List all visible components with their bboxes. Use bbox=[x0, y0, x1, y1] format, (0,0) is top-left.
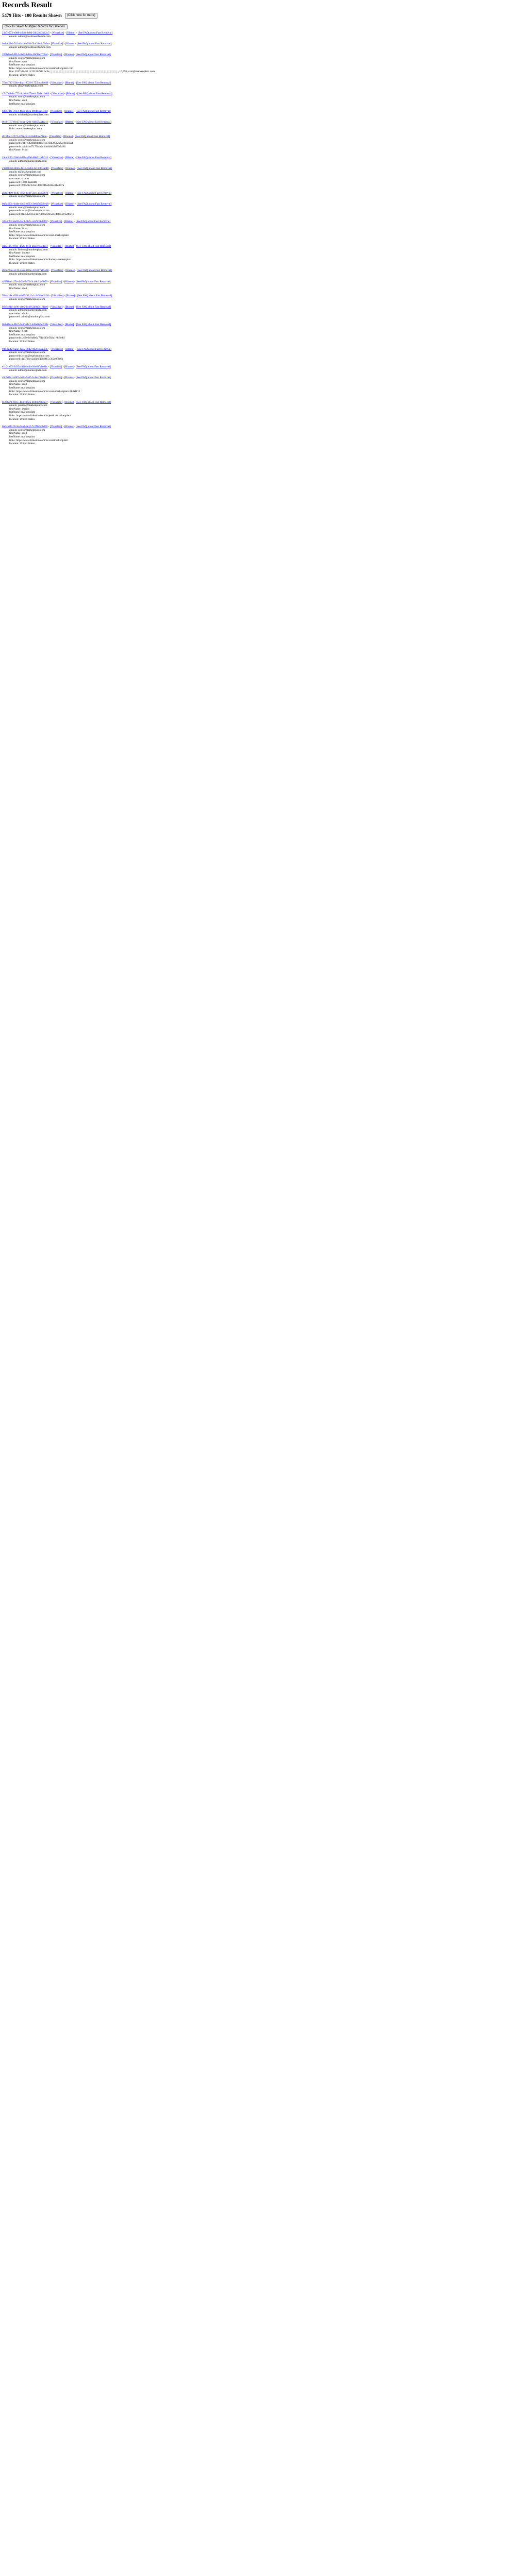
visualize-link[interactable]: [Visualize] bbox=[51, 269, 63, 273]
record-header: 0a8a4d3c-6d4e-4bd5-8f63-3e6a7d5c0e18 - [Visualize] - [Blame] - [See FAQ about Fast Removal] bbox=[2, 202, 112, 206]
record-item bbox=[2, 294, 526, 301]
visualize-link[interactable]: [Visualize] bbox=[50, 365, 62, 368]
record-field: firstName: scott bbox=[9, 286, 27, 290]
record-id-link[interactable]: 206b2ecd-6f14-4bd3-b48a-1bf98ef7f3ed bbox=[2, 53, 48, 57]
record-field: emails: ti@markenplatz.com bbox=[9, 170, 42, 174]
visualize-link[interactable]: [Visualize] bbox=[49, 135, 61, 139]
record-field: location: United States bbox=[9, 237, 35, 241]
record-header: b6b5c4fd-4e96-48e2-8cb8-2d9a3f1fd4c6 - [Visualize] - [Blame] - [See FAQ about Fast Removal] bbox=[2, 305, 111, 309]
blame-link[interactable]: [Blame] bbox=[64, 425, 74, 429]
records-list bbox=[2, 31, 526, 446]
blame-link[interactable]: [Blame] bbox=[64, 280, 74, 283]
record-field: location: United States bbox=[9, 340, 35, 343]
record-id-link[interactable]: e1b2ce75-3d32-4a8f-bcdb-94ef8fb1e81c bbox=[2, 365, 48, 368]
record-header: 94d3a0f2-6a4e-4aa5-80d2-9b2e75aa3e27 - [Visualize] - [Blame] - [See FAQ about Fast Removal] bbox=[2, 347, 112, 351]
record-field: emails: lindsey@markenplatz.com bbox=[9, 248, 48, 251]
record-header: 6d0f74fa-7633-40ab-a6ea-0b9f1aad4cbd - [Visualize] - [Blame] - [See FAQ about Fast Removal] bbox=[2, 110, 111, 113]
record-field: firstName: Scott bbox=[9, 148, 28, 152]
blame-link[interactable]: [Blame] bbox=[64, 244, 74, 248]
blame-link[interactable]: [Blame] bbox=[65, 156, 74, 160]
record-field: passwords: scott@markenplatz.com bbox=[9, 354, 50, 358]
record-field: links: https://www.linkedin.com/in/jessica-markenplatz bbox=[9, 414, 71, 418]
faq-link[interactable]: [See FAQ about Fast Removal] bbox=[76, 110, 111, 113]
record-field: emails: scott@markenplatz.com bbox=[9, 379, 45, 383]
record-header: c8c5d3a1-b0f2-4c8b-9a6f-2e1e4f52d4e2 - [Visualize] - [Blame] - [See FAQ about Fast Removal] bbox=[2, 376, 111, 380]
faq-link[interactable]: [See FAQ about Fast Removal] bbox=[75, 135, 110, 139]
record-id-link[interactable]: d1e3f4e3-0f11-4e2b-8b12-ab23cc3e4a11 bbox=[2, 244, 48, 248]
record-item bbox=[2, 306, 526, 319]
record-field: passwords: a3c01ed7175f4b2c3bc6a6d1b33b2a96 bbox=[9, 145, 65, 148]
record-item bbox=[2, 202, 526, 216]
faq-link[interactable]: [See FAQ about Fast Removal] bbox=[76, 191, 112, 195]
record-field: emails: scott@markenplatz.com bbox=[9, 56, 45, 60]
record-header: 3d34f2c2-6e69-4ac1-9b7c-a5c9c8b8cf0f - [Visualize] - [Blame] - [See FAQ about Fast Removal] bbox=[2, 220, 111, 224]
blame-link[interactable]: [Blame] bbox=[65, 121, 74, 124]
visualize-link[interactable]: [Visualize] bbox=[51, 347, 63, 351]
blame-link[interactable]: [Blame] bbox=[65, 294, 75, 298]
record-field: emails: michael@markenplatz.com bbox=[9, 113, 49, 116]
visualize-link[interactable]: [Visualize] bbox=[51, 294, 63, 298]
record-item bbox=[2, 280, 526, 291]
faq-link[interactable]: [See FAQ about Fast Removal] bbox=[76, 376, 111, 380]
record-field: emails: scott@markenplatz.com bbox=[9, 174, 45, 177]
record-field: emails: scott@markenplatz.com bbox=[9, 351, 45, 354]
faq-link[interactable]: [See FAQ about Fast Removal] bbox=[77, 92, 112, 95]
blame-link[interactable]: [Blame] bbox=[65, 202, 75, 206]
faq-link[interactable]: [See FAQ about Fast Removal] bbox=[76, 244, 111, 248]
record-field: location: United States bbox=[9, 261, 35, 265]
visualize-link[interactable]: [Visualize] bbox=[50, 323, 63, 326]
record-field: password: 3765b8c1cbe1d60c4fba0d14e3be3b7a bbox=[9, 184, 64, 188]
faq-link[interactable]: [See FAQ about Fast Removal] bbox=[77, 294, 112, 298]
record-id-link[interactable]: 94d3a0f2-6a4e-4aa5-80d2-9b2e75aa3e27 bbox=[2, 347, 48, 351]
record-id-link[interactable]: 0a8a4d3c-6d4e-4bd5-8f63-3e6a7d5c0e18 bbox=[2, 202, 49, 206]
record-header: 0a1ac21d-f31b-4a1a-a694-3bd21d3c3b2e - [Visualize] - [Blame] - [See FAQ about Fast Removal] bbox=[2, 42, 112, 46]
blame-link[interactable]: [Blame] bbox=[64, 305, 74, 309]
record-id-link[interactable]: d6cc2d4e-e141-4a5e-b04e-4c56b7a15e48 bbox=[2, 269, 49, 273]
select-multiple-button[interactable]: Click to Select Multiple Records for Deletion bbox=[2, 24, 68, 29]
faq-link[interactable]: [See FAQ about Fast Removal] bbox=[76, 121, 111, 124]
record-header: 4fd7ffed-1f7e-4a2b-9d72-3c46b13e3b59 - [Visualize] - [Blame] - [See FAQ about Fast Removal] bbox=[2, 280, 111, 283]
faq-link[interactable]: [See FAQ about Fast Removal] bbox=[77, 167, 112, 171]
visualize-link[interactable]: [Visualize] bbox=[51, 167, 63, 171]
record-field: emails: admin@tostitoseoforum.com bbox=[9, 45, 51, 49]
page-title: Records Result bbox=[2, 1, 53, 9]
record-field: line: 2017-02-20 12:05:30.982 bc3e;;;;;;;;;;;;;;;;;;;;;;;;;;;;;;;;;;;;;;;;;;;;;;;;;;;;;;;;;;;;;;;;;;;;;;;;;;;;;;;;;;;;;;;;,,,16,595,scott@markenplatz.com bbox=[9, 70, 155, 74]
visualize-link[interactable]: [Visualize] bbox=[50, 400, 62, 404]
record-field: emails: scott@markenplatz.com bbox=[9, 428, 45, 432]
record-header: ab4de419-9c45-4f5b-8e0c-2a11a9d5e671 - [Visualize] - [Blame] - [See FAQ about Fast Removal] bbox=[2, 191, 112, 195]
record-header: 0cd0f177-8c45-4eaa-8201-6db59aa4ea1c - [Visualize] - [Blame] - [See FAQ about Fast Removal] bbox=[2, 121, 111, 124]
faq-link[interactable]: [See FAQ about Fast Removal] bbox=[76, 202, 112, 206]
record-field: passwords: 2d9e0c9a8b6a7f1c4d3e5b2a1f0c9e8d bbox=[9, 336, 65, 340]
record-field: emails: scott@markenplatz.com bbox=[9, 223, 45, 227]
record-field: lastName: markenplatz bbox=[9, 63, 35, 67]
faq-link[interactable]: [See FAQ about Fast Removal] bbox=[77, 31, 113, 35]
record-id-link[interactable]: 7fbe4717-5f4e-4ba1-8726-1755bca3b60f bbox=[2, 81, 48, 84]
record-field: emails: admin@tostitoseoforum.com bbox=[9, 35, 51, 38]
record-field: location: United States bbox=[9, 73, 35, 77]
hits-count-text: 5479 Hits - 100 Results Shown bbox=[2, 13, 62, 18]
record-field: password: 8a55b2f4c3e1d70b9d2e6f5a1c4b8e3d7a2f6c1b bbox=[9, 212, 74, 216]
blame-link[interactable]: [Blame] bbox=[63, 135, 73, 139]
record-field: password: 4a37b6ec2a9d6f10b6f15c3c2e9f2e6b bbox=[9, 358, 63, 361]
visualize-link[interactable]: [Visualize] bbox=[50, 53, 62, 57]
record-header: 7fbe4717-5f4e-4ba1-8726-1755bca3b60f - [Visualize] - [Blame] - [See FAQ about Fast Removal] bbox=[2, 81, 111, 84]
record-field: emails: scott@markenplatz.com bbox=[9, 195, 45, 198]
record-id-link[interactable]: 21a7e973-e088-40d8-9e8d-30b2bb3b12c5 bbox=[2, 31, 50, 35]
record-field: passwords: scott@markenplatz.com bbox=[9, 209, 50, 213]
record-field: lastName: markenplatz bbox=[9, 435, 35, 439]
record-item bbox=[2, 156, 526, 163]
record-field: emails: scott@markenplatz.com bbox=[9, 95, 45, 99]
record-field: emails: jessica@markenplatz.com bbox=[9, 404, 47, 408]
record-item bbox=[2, 192, 526, 198]
visualize-link[interactable]: [Visualize] bbox=[50, 110, 62, 113]
record-field: emails: scott@markenplatz.com bbox=[9, 138, 45, 142]
visualize-link[interactable]: [Visualize] bbox=[51, 191, 63, 195]
record-field: firstName: scott bbox=[9, 60, 27, 63]
blame-link[interactable]: [Blame] bbox=[65, 347, 75, 351]
record-field: emails: scott@markenplatz.com bbox=[9, 124, 45, 127]
visualize-link[interactable]: [Visualize] bbox=[51, 202, 63, 206]
blame-link[interactable]: [Blame] bbox=[65, 191, 75, 195]
record-id-link[interactable]: ab4de419-9c45-4f5b-8e0c-2a11a9d5e671 bbox=[2, 191, 48, 195]
record-header: dfc5f3ef-2372-4f9a-b214-0ab8bcef9ade - [Visualize] - [Blame] - [See FAQ about Fast Removal] bbox=[2, 135, 110, 139]
record-field: emails: scott@markenplatz.com bbox=[9, 326, 45, 330]
record-header: 58a4cb8c-d63c-4b83-9212-1c4c9bee2c30 - [Visualize] - [Blame] - [See FAQ about Fast Removal] bbox=[2, 294, 112, 298]
record-header: d1e3f4e3-0f11-4e2b-8b12-ab23cc3e4a11 - [Visualize] - [Blame] - [See FAQ about Fast Removal] bbox=[2, 244, 111, 248]
record-field: location: United States bbox=[9, 417, 35, 421]
visualize-link[interactable]: [Visualize] bbox=[51, 121, 63, 124]
record-field: lastName: markenplatz bbox=[9, 386, 35, 389]
faq-link[interactable]: [See FAQ about Fast Removal] bbox=[76, 305, 111, 309]
visualize-link[interactable]: [Visualize] bbox=[50, 425, 62, 429]
record-field: emails: scott@markenplatz.com bbox=[9, 206, 45, 209]
record-header: e1b2ce75-3d32-4a8f-bcdb-94ef8fb1e81c - [Visualize] - [Blame] - [See FAQ about Fast Removal] bbox=[2, 365, 111, 368]
blame-link[interactable]: [Blame] bbox=[65, 167, 75, 171]
visualize-link[interactable]: [Visualize] bbox=[50, 280, 62, 283]
record-field: links: https://www.linkedin.com/in/scottmarkenplatz.com bbox=[9, 66, 73, 70]
record-header: 21a7e973-e088-40d8-9e8d-30b2bb3b12c5 - [Visualize] - [Blame] - [See FAQ about Fast Removal] bbox=[2, 31, 113, 35]
record-id-link[interactable]: 4747a4bd-c772-4cb0-b47b-e1c5b2e16e84 bbox=[2, 92, 50, 95]
record-header: 206b2ecd-6f14-4bd3-b48a-1bf98ef7f3ed - [Visualize] - [Blame] - [See FAQ about Fast Removal] bbox=[2, 53, 111, 57]
visualize-link[interactable]: [Visualize] bbox=[51, 156, 63, 160]
record-item bbox=[2, 376, 526, 397]
record-id-link[interactable]: b6b5c4fd-4e96-48e2-8cb8-2d9a3f1fd4c6 bbox=[2, 305, 48, 309]
visualize-link[interactable]: [Visualize] bbox=[52, 31, 64, 35]
record-item bbox=[2, 81, 526, 88]
record-item bbox=[2, 135, 526, 152]
visualize-link[interactable]: [Visualize] bbox=[51, 92, 64, 95]
faq-link[interactable]: [See FAQ about Fast Removal] bbox=[76, 323, 111, 326]
faq-link[interactable]: [See FAQ about Fast Removal] bbox=[76, 53, 111, 57]
record-field: links: https://www.linkedin.com/in/scottmarkenplatz bbox=[9, 438, 68, 442]
record-item bbox=[2, 401, 526, 421]
visualize-link[interactable]: [Visualize] bbox=[51, 42, 63, 46]
faq-link[interactable]: [See FAQ about Fast Removal] bbox=[76, 425, 111, 429]
faq-link[interactable]: [See FAQ about Fast Removal] bbox=[76, 156, 111, 160]
visualize-link[interactable]: [Visualize] bbox=[50, 376, 62, 380]
visualize-link[interactable]: [Visualize] bbox=[50, 81, 63, 84]
faq-link[interactable]: [See FAQ about Fast Removal] bbox=[76, 347, 112, 351]
record-field: links: https://www.linkedin.com/in/lindsey-markenplatz bbox=[9, 258, 72, 262]
record-field: firstName: jessica bbox=[9, 407, 29, 411]
blame-link[interactable]: [Blame] bbox=[64, 323, 74, 326]
blame-link[interactable]: [Blame] bbox=[64, 376, 74, 380]
record-item bbox=[2, 110, 526, 116]
record-field: emails: admin@markenplatz.com bbox=[9, 273, 47, 276]
record-field: emails: admin@markenplatz.com bbox=[9, 368, 47, 372]
blame-link[interactable]: [Blame] bbox=[64, 110, 74, 113]
hits-summary bbox=[2, 12, 526, 19]
record-id-link[interactable]: 3d34f2c2-6e69-4ac1-9b7c-a5c9c8b8cf0f bbox=[2, 220, 48, 224]
blame-link[interactable]: [Blame] bbox=[64, 220, 74, 224]
record-field: password: 1398-9ea6d8b bbox=[9, 180, 38, 184]
record-id-link[interactable]: 0cd0f177-8c45-4eaa-8201-6db59aa4ea1c bbox=[2, 121, 48, 124]
record-id-link[interactable]: 58a4cb8c-d63c-4b83-9212-1c4c9bee2c30 bbox=[2, 294, 49, 298]
record-field: username: scottm bbox=[9, 177, 29, 180]
record-item bbox=[2, 167, 526, 188]
record-field: emails: scott@markenplatz.com bbox=[9, 298, 45, 301]
record-header: d6cc2d4e-e141-4a5e-b04e-4c56b7a15e48 - [Visualize] - [Blame] - [See FAQ about Fast Removal] bbox=[2, 269, 112, 273]
blame-link[interactable]: [Blame] bbox=[65, 269, 75, 273]
blame-link[interactable]: [Blame] bbox=[64, 365, 74, 368]
faq-link[interactable]: [See FAQ about Fast Removal] bbox=[76, 400, 111, 404]
record-header: 0b1d2e4a-6fe7-4c4f-b1c2-dd3e0e6e2c8b - [Visualize] - [Blame] - [See FAQ about Fast Removal] bbox=[2, 323, 111, 326]
show-more-button[interactable]: (Click here for more) bbox=[65, 13, 97, 19]
record-field: links: https://www.linkedin.com/in/scott-markenplatz bbox=[9, 233, 69, 237]
record-id-link[interactable]: 0a1ac21d-f31b-4a1a-a694-3bd21d3c3b2e bbox=[2, 42, 49, 46]
blame-link[interactable]: [Blame] bbox=[64, 81, 74, 84]
record-field: lastName: markenplatz bbox=[9, 411, 35, 414]
record-field: lastName: markenplatz bbox=[9, 102, 35, 106]
record-id-link[interactable]: 0b1d2e4a-6fe7-4c4f-b1c2-dd3e0e6e2c8b bbox=[2, 323, 48, 326]
record-field: firstName: scott bbox=[9, 98, 27, 102]
record-id-link[interactable]: dfc5f3ef-2372-4f9a-b214-0ab8bcef9ade bbox=[2, 135, 47, 139]
record-item bbox=[2, 31, 526, 38]
record-id-link[interactable]: f52e6a71-0c1e-4d3f-8b2a-4fd6d2e1cb77 bbox=[2, 400, 48, 404]
record-field: firstName: Scott bbox=[9, 227, 28, 230]
faq-link[interactable]: [See FAQ about Fast Removal] bbox=[77, 269, 112, 273]
record-field: emails: jfit@markenplatz.com bbox=[9, 84, 43, 88]
record-item bbox=[2, 269, 526, 276]
record-id-link[interactable]: 2abd5df2-2b6d-4d5b-a69d-b0e51cafc311 bbox=[2, 156, 48, 160]
record-field: location: United States bbox=[9, 442, 35, 446]
record-field: firstName: lindsey bbox=[9, 251, 30, 255]
record-field: lastName: markenplatz bbox=[9, 333, 35, 336]
record-field: lastName: markenplatz bbox=[9, 230, 35, 234]
record-item bbox=[2, 365, 526, 372]
record-field: lastName: markenplatz bbox=[9, 255, 35, 258]
faq-link[interactable]: [See FAQ about Fast Removal] bbox=[75, 220, 111, 224]
record-header: 21883360-862b-4d13-9a0d-3a16bf7eadf0 - [Visualize] - [Blame] - [See FAQ about Fast Removal] bbox=[2, 167, 112, 171]
faq-link[interactable]: [See FAQ about Fast Removal] bbox=[76, 365, 111, 368]
record-field: password: admin@markenplatz.com bbox=[9, 315, 50, 319]
record-item bbox=[2, 245, 526, 265]
record-header: 0ad4b2f1-9c3e-4aa0-8e1f-7c2f1a5b8d60 - [Visualize] - [Blame] - [See FAQ about Fast Removal] bbox=[2, 425, 111, 429]
record-id-link[interactable]: 6d0f74fa-7633-40ab-a6ea-0b9f1aad4cbd bbox=[2, 110, 48, 113]
blame-link[interactable]: [Blame] bbox=[66, 31, 76, 35]
record-field: firstName: scott bbox=[9, 432, 27, 435]
blame-link[interactable]: [Blame] bbox=[64, 400, 74, 404]
record-item bbox=[2, 42, 526, 49]
record-item bbox=[2, 92, 526, 106]
record-item bbox=[2, 121, 526, 131]
record-field: username: admin bbox=[9, 312, 28, 315]
record-item bbox=[2, 53, 526, 77]
record-field: emails: scott@markenplatz.com bbox=[9, 283, 45, 287]
blame-link[interactable]: [Blame] bbox=[64, 53, 74, 57]
blame-link[interactable]: [Blame] bbox=[65, 42, 75, 46]
record-id-link[interactable]: 4fd7ffed-1f7e-4a2b-9d72-3c46b13e3b59 bbox=[2, 280, 48, 283]
visualize-link[interactable]: [Visualize] bbox=[50, 305, 63, 309]
record-field: links: https://www.linkedin.com/in/scott-markenplatz-3b4a1f12 bbox=[9, 389, 80, 393]
record-id-link[interactable]: 21883360-862b-4d13-9a0d-3a16bf7eadf0 bbox=[2, 167, 49, 171]
record-field: links: www.markenplatz.com bbox=[9, 127, 42, 131]
faq-link[interactable]: [See FAQ about Fast Removal] bbox=[76, 42, 112, 46]
record-field: password: e017e7f2dd8cb8a0ef1e7f2b2e7f2ab2e81f25a4 bbox=[9, 142, 73, 145]
record-item bbox=[2, 425, 526, 446]
record-field: firstName: scott bbox=[9, 383, 27, 386]
faq-link[interactable]: [See FAQ about Fast Removal] bbox=[76, 280, 111, 283]
record-field: firstName: Scott bbox=[9, 330, 28, 333]
record-field: emails: admin@markenplatz.com bbox=[9, 159, 47, 163]
visualize-link[interactable]: [Visualize] bbox=[50, 220, 62, 224]
record-item bbox=[2, 348, 526, 361]
record-header: 2abd5df2-2b6d-4d5b-a69d-b0e51cafc311 - [Visualize] - [Blame] - [See FAQ about Fast Removal] bbox=[2, 156, 111, 160]
record-id-link[interactable]: c8c5d3a1-b0f2-4c8b-9a6f-2e1e4f52d4e2 bbox=[2, 376, 48, 380]
page-root bbox=[0, 0, 528, 451]
record-header: 4747a4bd-c772-4cb0-b47b-e1c5b2e16e84 - [Visualize] - [Blame] - [See FAQ about Fast Removal] bbox=[2, 92, 112, 95]
record-header: f52e6a71-0c1e-4d3f-8b2a-4fd6d2e1cb77 - [Visualize] - [Blame] - [See FAQ about Fast Removal] bbox=[2, 400, 111, 404]
record-field: location: United States bbox=[9, 393, 35, 397]
record-item bbox=[2, 323, 526, 344]
record-id-link[interactable]: 0ad4b2f1-9c3e-4aa0-8e1f-7c2f1a5b8d60 bbox=[2, 425, 48, 429]
faq-link[interactable]: [See FAQ about Fast Removal] bbox=[76, 81, 111, 84]
record-field: emails: admin@markenplatz.com bbox=[9, 309, 47, 312]
blame-link[interactable]: [Blame] bbox=[65, 92, 75, 95]
record-item bbox=[2, 220, 526, 241]
visualize-link[interactable]: [Visualize] bbox=[50, 244, 62, 248]
